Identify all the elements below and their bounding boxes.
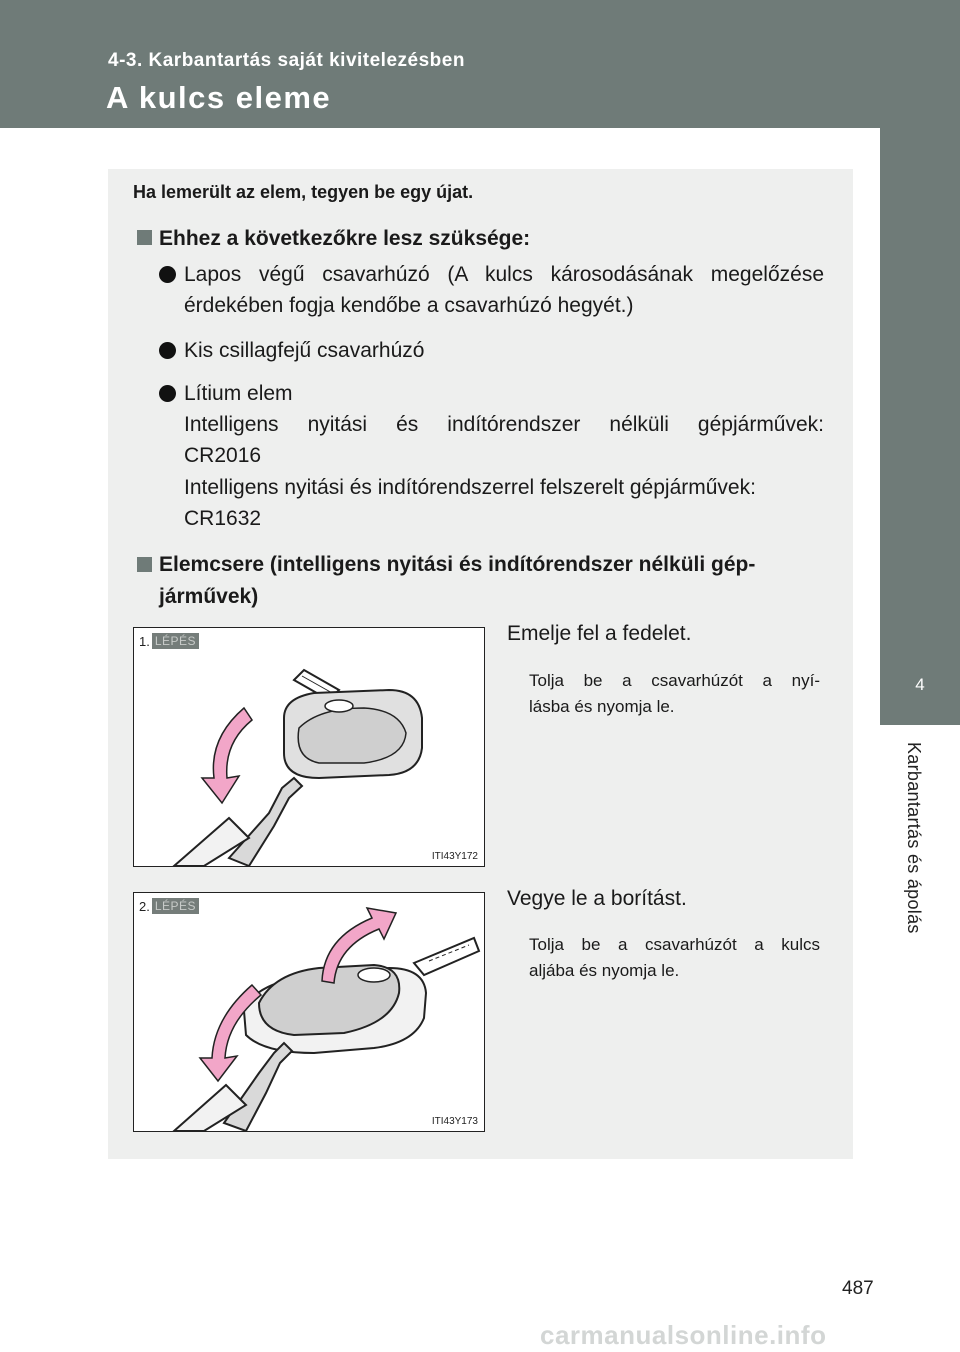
step-2-figure	[133, 892, 485, 1132]
step-number: 1.	[139, 633, 150, 649]
step-2-desc-line-2: aljába és nyomja le.	[529, 961, 680, 980]
req-item-2-line-1: Kis csillagfejű csavarhúzó	[184, 339, 425, 362]
step-number: 2.	[139, 898, 150, 914]
chapter-title: Karbantartás és ápolás	[904, 742, 924, 934]
req-item-1-line-2: érdekében fogja kendőbe a csavarhúzó hegyét.)	[184, 294, 634, 317]
step-2-title: Vegye le a borítást.	[507, 887, 687, 910]
square-bullet-icon	[137, 230, 152, 245]
step-1-desc-line-1: Tolja be a csavarhúzót a nyí-	[529, 671, 820, 690]
figure-code: ITI43Y173	[431, 1116, 478, 1127]
intro-text: Ha lemerült az elem, tegyen be egy újat.	[133, 182, 474, 202]
page-title: A kulcs eleme	[106, 80, 332, 115]
requirements-heading: Ehhez a következőkre lesz szüksége:	[159, 227, 531, 250]
chapter-tab	[903, 742, 937, 962]
req-item-3-line-3: CR2016	[184, 444, 262, 467]
side-tab-bar	[880, 0, 960, 645]
step-label: LÉPÉS	[152, 633, 199, 649]
key-cover-illustration	[134, 628, 484, 866]
replacement-heading-line-2: járművek)	[159, 585, 259, 608]
req-item-1-line-1: Lapos végű csavarhúzó (A kulcs károsodásának megelőzése	[184, 263, 824, 286]
req-item-3-line-5: CR1632	[184, 507, 262, 530]
step-1-desc-line-2: lásba és nyomja le.	[529, 697, 675, 716]
req-item-3-line-1: Lítium elem	[184, 382, 293, 405]
watermark: carmanualsonline.info	[540, 1320, 827, 1350]
chapter-number: 4	[880, 645, 960, 725]
round-bullet-icon	[159, 266, 176, 283]
step-label: LÉPÉS	[152, 898, 199, 914]
replacement-heading-line-1: Elemcsere (intelligens nyitási és indítórendszer nélküli gép-	[159, 553, 756, 576]
req-item-3-line-4: Intelligens nyitási és indítórendszerrel felszerelt gépjárművek:	[184, 476, 756, 499]
page-number: 487	[842, 1278, 874, 1299]
section-title: 4-3. Karbantartás saját kivitelezésben	[108, 50, 465, 71]
step-1-title: Emelje fel a fedelet.	[507, 622, 692, 645]
key-cover-removal-illustration	[134, 893, 484, 1131]
round-bullet-icon	[159, 342, 176, 359]
square-bullet-icon	[137, 557, 152, 572]
figure-code: ITI43Y172	[431, 851, 478, 862]
step-1-figure	[133, 627, 485, 867]
req-item-3-line-2: Intelligens nyitási és indítórendszer nélküli gépjárművek:	[184, 413, 824, 436]
round-bullet-icon	[159, 385, 176, 402]
step-2-desc-line-1: Tolja be a csavarhúzót a kulcs	[529, 935, 820, 954]
